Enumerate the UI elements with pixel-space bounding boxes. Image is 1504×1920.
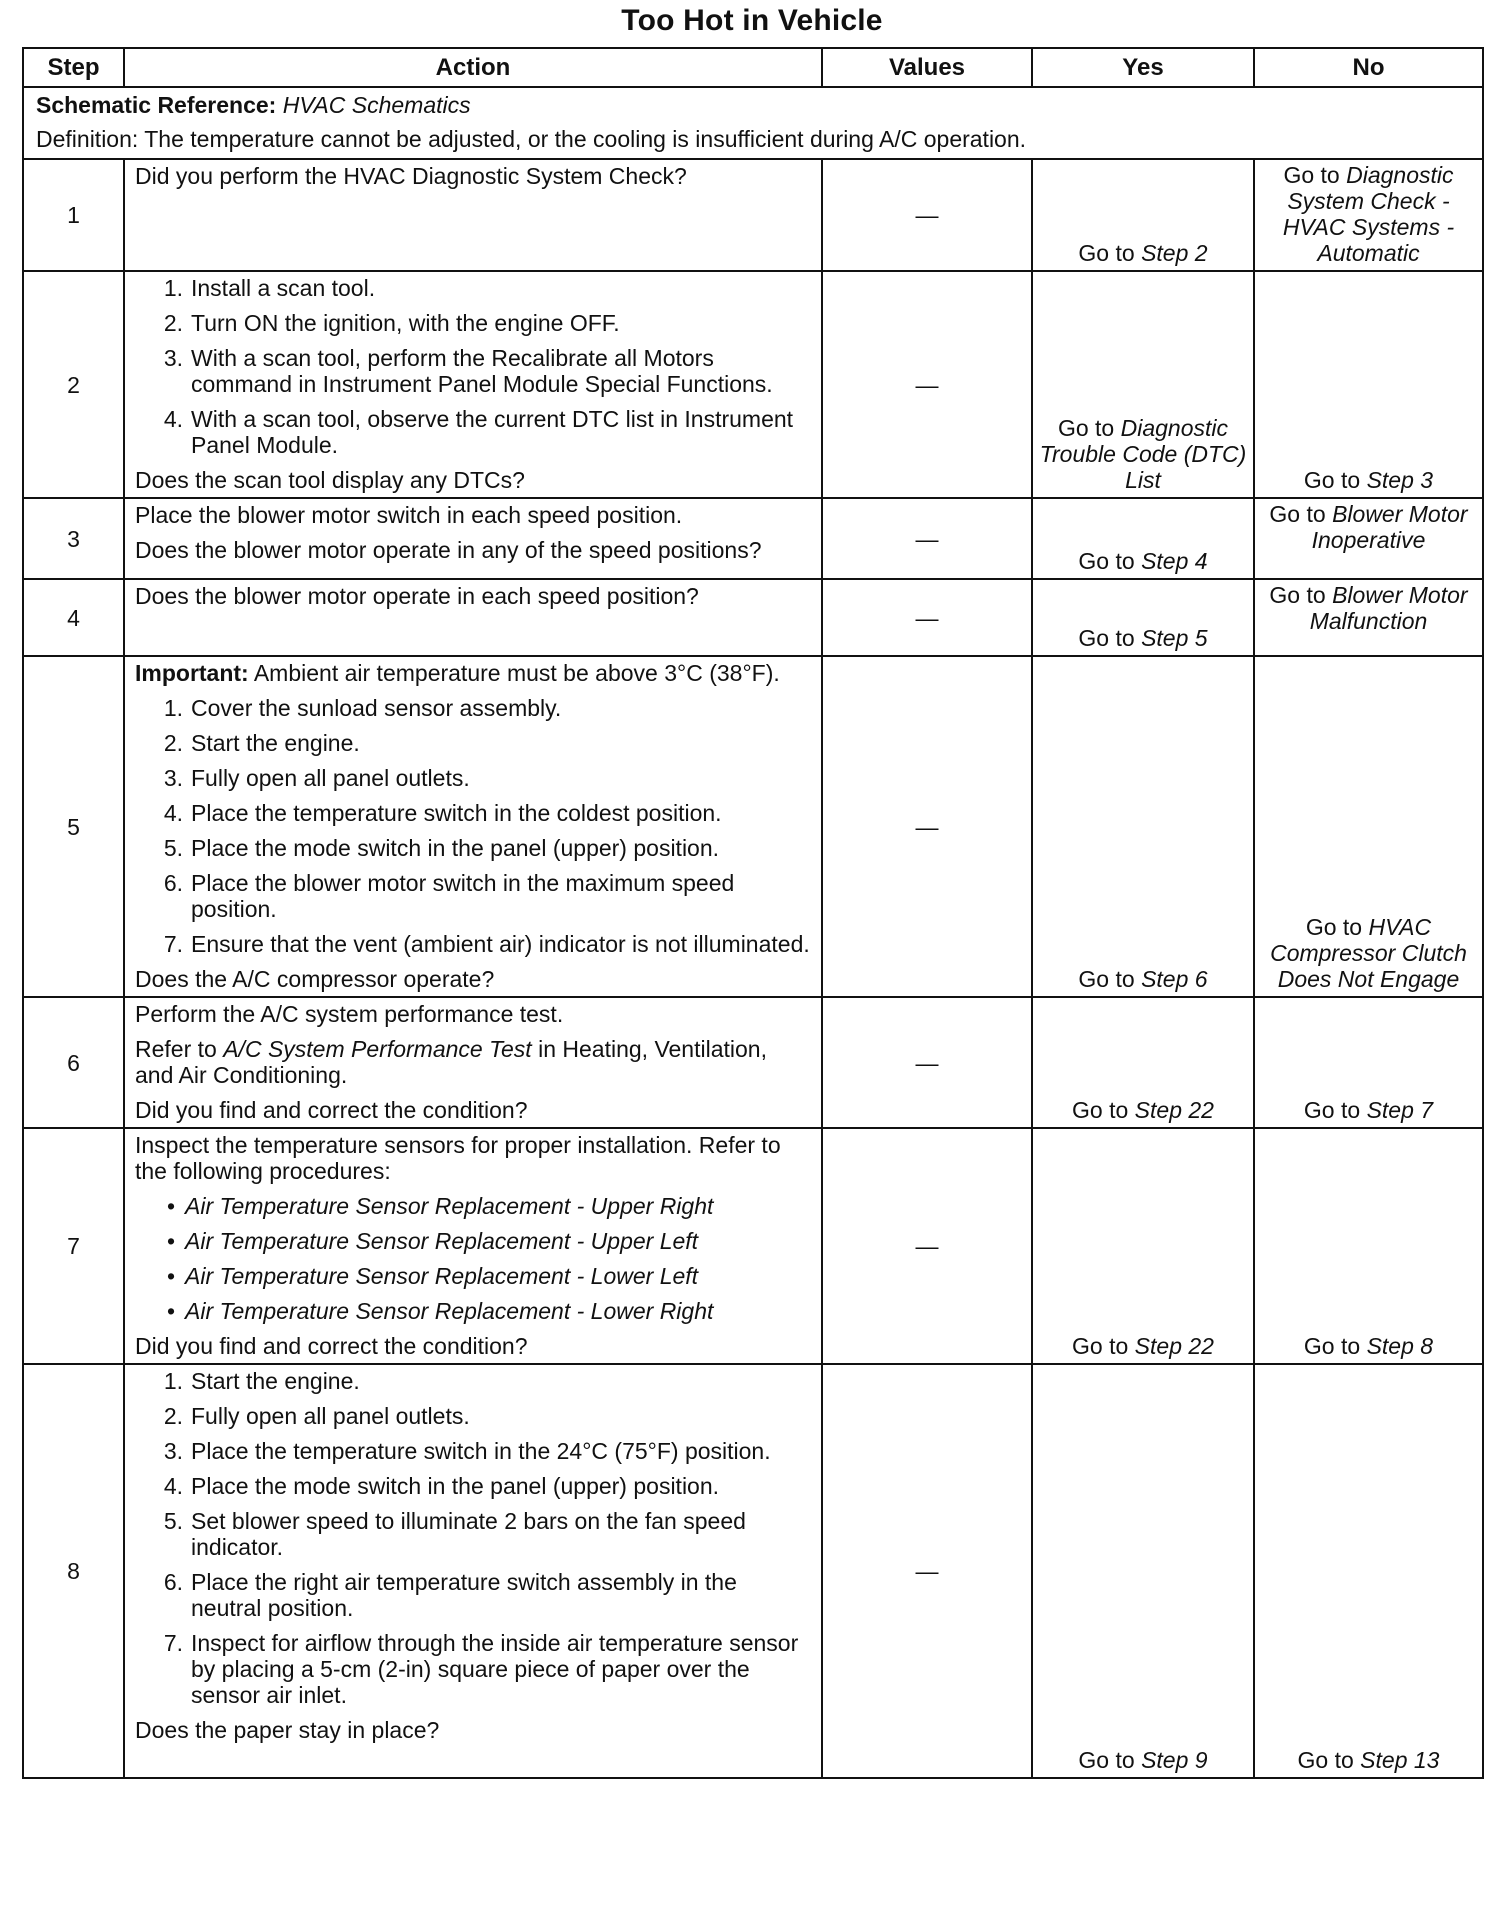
- step-number: 3: [23, 498, 124, 579]
- important-label: Important:: [135, 660, 249, 686]
- schematic-reference: [36, 92, 1470, 118]
- question-text: Did you perform the HVAC Diagnostic System Check?: [135, 163, 687, 189]
- yes-link[interactable]: Step 2: [1141, 240, 1208, 266]
- no-cell: [1254, 271, 1483, 498]
- goto-label: Go to: [1078, 1747, 1135, 1773]
- procedure-list: [135, 695, 811, 957]
- goto-label: Go to: [1078, 240, 1135, 266]
- values-dash: —: [822, 498, 1032, 579]
- header-values: Values: [822, 48, 1032, 87]
- goto-label: Go to: [1303, 467, 1361, 493]
- schematic-link[interactable]: HVAC Schematics: [282, 92, 471, 118]
- action-cell: [124, 1364, 822, 1778]
- values-dash: —: [822, 159, 1032, 271]
- no-link[interactable]: Step 3: [1366, 467, 1434, 493]
- table-row: [23, 498, 1483, 579]
- yes-link[interactable]: Step 22: [1134, 1333, 1214, 1359]
- table-row: [23, 656, 1483, 997]
- action-cell: [124, 579, 822, 656]
- list-item: 2. Turn ON the ignition, with the engine OFF.: [163, 310, 620, 336]
- step-number: 2: [23, 271, 124, 498]
- list-item: 5. Place the mode switch in the panel (upper) position.: [163, 835, 720, 861]
- list-item: 1. Install a scan tool.: [163, 275, 376, 301]
- goto-label: Go to: [1057, 415, 1115, 441]
- goto-label: Go to: [1303, 1097, 1361, 1123]
- step-number: 5: [23, 656, 124, 997]
- goto-label: Go to: [1078, 625, 1135, 651]
- list-item: 2. Start the engine.: [163, 730, 360, 756]
- no-cell: [1254, 656, 1483, 997]
- list-item: 7. Inspect for airflow through the inside air temperature sensor by placing a 5-cm (2-in) square piece of paper over the sensor air inlet.: [163, 1630, 799, 1708]
- question-text: Did you find and correct the condition?: [135, 1097, 528, 1123]
- action-cell: [124, 997, 822, 1128]
- goto-label: Go to: [1072, 1097, 1129, 1123]
- schematic-row: [23, 87, 1483, 159]
- step-number: 8: [23, 1364, 124, 1778]
- table-header-row: [23, 48, 1483, 87]
- goto-label: Go to: [1269, 582, 1326, 608]
- yes-link[interactable]: Step 6: [1141, 966, 1208, 992]
- schematic-cell: [23, 87, 1483, 159]
- question-text: Does the scan tool display any DTCs?: [135, 467, 525, 493]
- procedure-link[interactable]: A/C System Performance Test: [223, 1036, 532, 1062]
- page-title: Too Hot in Vehicle: [621, 4, 883, 37]
- question-text: Does the A/C compressor operate?: [135, 966, 495, 992]
- question-text: Does the paper stay in place?: [135, 1717, 440, 1743]
- action-cell: [124, 498, 822, 579]
- yes-link[interactable]: Step 22: [1134, 1097, 1214, 1123]
- table-row: [23, 1128, 1483, 1364]
- question-text: Does the blower motor operate in each speed position?: [135, 583, 699, 609]
- no-link[interactable]: Blower Motor Malfunction: [1309, 582, 1468, 634]
- procedure-bullet-list: [135, 1193, 811, 1324]
- values-dash: —: [822, 579, 1032, 656]
- list-item: 4. Place the temperature switch in the coldest position.: [163, 800, 722, 826]
- goto-label: Go to: [1072, 1333, 1129, 1359]
- list-item: 6. Place the right air temperature switch assembly in the neutral position.: [163, 1569, 737, 1621]
- no-cell: [1254, 498, 1483, 579]
- no-link[interactable]: Step 13: [1360, 1747, 1440, 1773]
- table-row: [23, 159, 1483, 271]
- definition-text: Definition: The temperature cannot be adjusted, or the cooling is insufficient during A/C operation.: [36, 126, 1027, 152]
- no-cell: [1254, 1128, 1483, 1364]
- no-link[interactable]: Blower Motor Inoperative: [1311, 501, 1468, 553]
- no-cell: [1254, 159, 1483, 271]
- list-item: 3. Place the temperature switch in the 24°C (75°F) position.: [163, 1438, 771, 1464]
- no-link[interactable]: Diagnostic System Check - HVAC Systems - Automatic: [1282, 162, 1455, 266]
- no-cell: [1254, 997, 1483, 1128]
- values-dash: —: [822, 271, 1032, 498]
- table-row: [23, 579, 1483, 656]
- list-item: 2. Fully open all panel outlets.: [163, 1403, 470, 1429]
- yes-cell: [1032, 498, 1254, 579]
- step-number: 1: [23, 159, 124, 271]
- yes-link[interactable]: Step 4: [1141, 548, 1208, 574]
- yes-cell: [1032, 656, 1254, 997]
- header-no: No: [1254, 48, 1483, 87]
- action-cell: [124, 159, 822, 271]
- instruction-text: Inspect the temperature sensors for proper installation. Refer to the following procedures:: [135, 1132, 781, 1184]
- list-item: 4. Place the mode switch in the panel (upper) position.: [163, 1473, 720, 1499]
- step-number: 4: [23, 579, 124, 656]
- goto-label: Go to: [1283, 162, 1340, 188]
- yes-link[interactable]: Step 5: [1141, 625, 1208, 651]
- header-action: Action: [124, 48, 822, 87]
- no-link[interactable]: HVAC Compressor Clutch Does Not Engage: [1270, 914, 1467, 992]
- refer-text: Refer to A/C System Performance Test in Heating, Ventilation, and Air Conditioning.: [135, 1036, 767, 1088]
- important-text: Ambient air temperature must be above 3°C (38°F).: [253, 660, 780, 686]
- list-item[interactable]: • Air Temperature Sensor Replacement - Upper Right: [166, 1193, 714, 1219]
- list-item: 1. Cover the sunload sensor assembly.: [163, 695, 562, 721]
- values-dash: —: [822, 997, 1032, 1128]
- table-row: [23, 1364, 1483, 1778]
- yes-link[interactable]: Step 9: [1141, 1747, 1208, 1773]
- goto-label: Go to: [1269, 501, 1326, 527]
- no-link[interactable]: Step 7: [1366, 1097, 1434, 1123]
- important-note: [135, 660, 811, 686]
- step-number: 7: [23, 1128, 124, 1364]
- yes-cell: [1032, 1128, 1254, 1364]
- diagnostic-table: [22, 47, 1484, 1779]
- list-item: 4. With a scan tool, observe the current DTC list in Instrument Panel Module.: [163, 406, 794, 458]
- action-cell: [124, 656, 822, 997]
- instruction-text: Place the blower motor switch in each speed position.: [135, 502, 683, 528]
- table-row: [23, 997, 1483, 1128]
- list-item[interactable]: • Air Temperature Sensor Replacement - Lower Right: [166, 1298, 714, 1324]
- list-item[interactable]: • Air Temperature Sensor Replacement - Upper Left: [166, 1228, 699, 1254]
- instruction-text: Perform the A/C system performance test.: [135, 1001, 564, 1027]
- question-text: Does the blower motor operate in any of the speed positions?: [135, 537, 762, 563]
- question-text: Did you find and correct the condition?: [135, 1333, 528, 1359]
- yes-cell: [1032, 271, 1254, 498]
- list-item: 6. Place the blower motor switch in the maximum speed position.: [163, 870, 735, 922]
- yes-cell: [1032, 1364, 1254, 1778]
- values-dash: —: [822, 1364, 1032, 1778]
- no-link[interactable]: Step 8: [1366, 1333, 1434, 1359]
- list-item[interactable]: • Air Temperature Sensor Replacement - Lower Left: [166, 1263, 699, 1289]
- header-step: Step: [23, 48, 124, 87]
- no-cell: [1254, 1364, 1483, 1778]
- table-row: [23, 271, 1483, 498]
- schematic-label: Schematic Reference:: [36, 92, 277, 118]
- list-item: 1. Start the engine.: [163, 1368, 360, 1394]
- goto-label: Go to: [1303, 1333, 1361, 1359]
- list-item: 5. Set blower speed to illuminate 2 bars on the fan speed indicator.: [163, 1508, 746, 1560]
- goto-label: Go to: [1078, 966, 1135, 992]
- no-cell: [1254, 579, 1483, 656]
- goto-label: Go to: [1297, 1747, 1354, 1773]
- yes-cell: [1032, 579, 1254, 656]
- yes-cell: [1032, 159, 1254, 271]
- header-yes: Yes: [1032, 48, 1254, 87]
- list-item: 3. Fully open all panel outlets.: [163, 765, 470, 791]
- step-number: 6: [23, 997, 124, 1128]
- yes-link[interactable]: Diagnostic Trouble Code (DTC) List: [1039, 415, 1247, 493]
- list-item: 3. With a scan tool, perform the Recalibrate all Motors command in Instrument Panel Module Special Functions.: [163, 345, 773, 397]
- procedure-list: [135, 275, 811, 458]
- values-dash: —: [822, 656, 1032, 997]
- goto-label: Go to: [1305, 914, 1363, 940]
- goto-label: Go to: [1078, 548, 1135, 574]
- action-cell: [124, 271, 822, 498]
- action-cell: [124, 1128, 822, 1364]
- yes-cell: [1032, 997, 1254, 1128]
- procedure-list: [135, 1368, 811, 1708]
- list-item: 7. Ensure that the vent (ambient air) indicator is not illuminated.: [163, 931, 810, 957]
- values-dash: —: [822, 1128, 1032, 1364]
